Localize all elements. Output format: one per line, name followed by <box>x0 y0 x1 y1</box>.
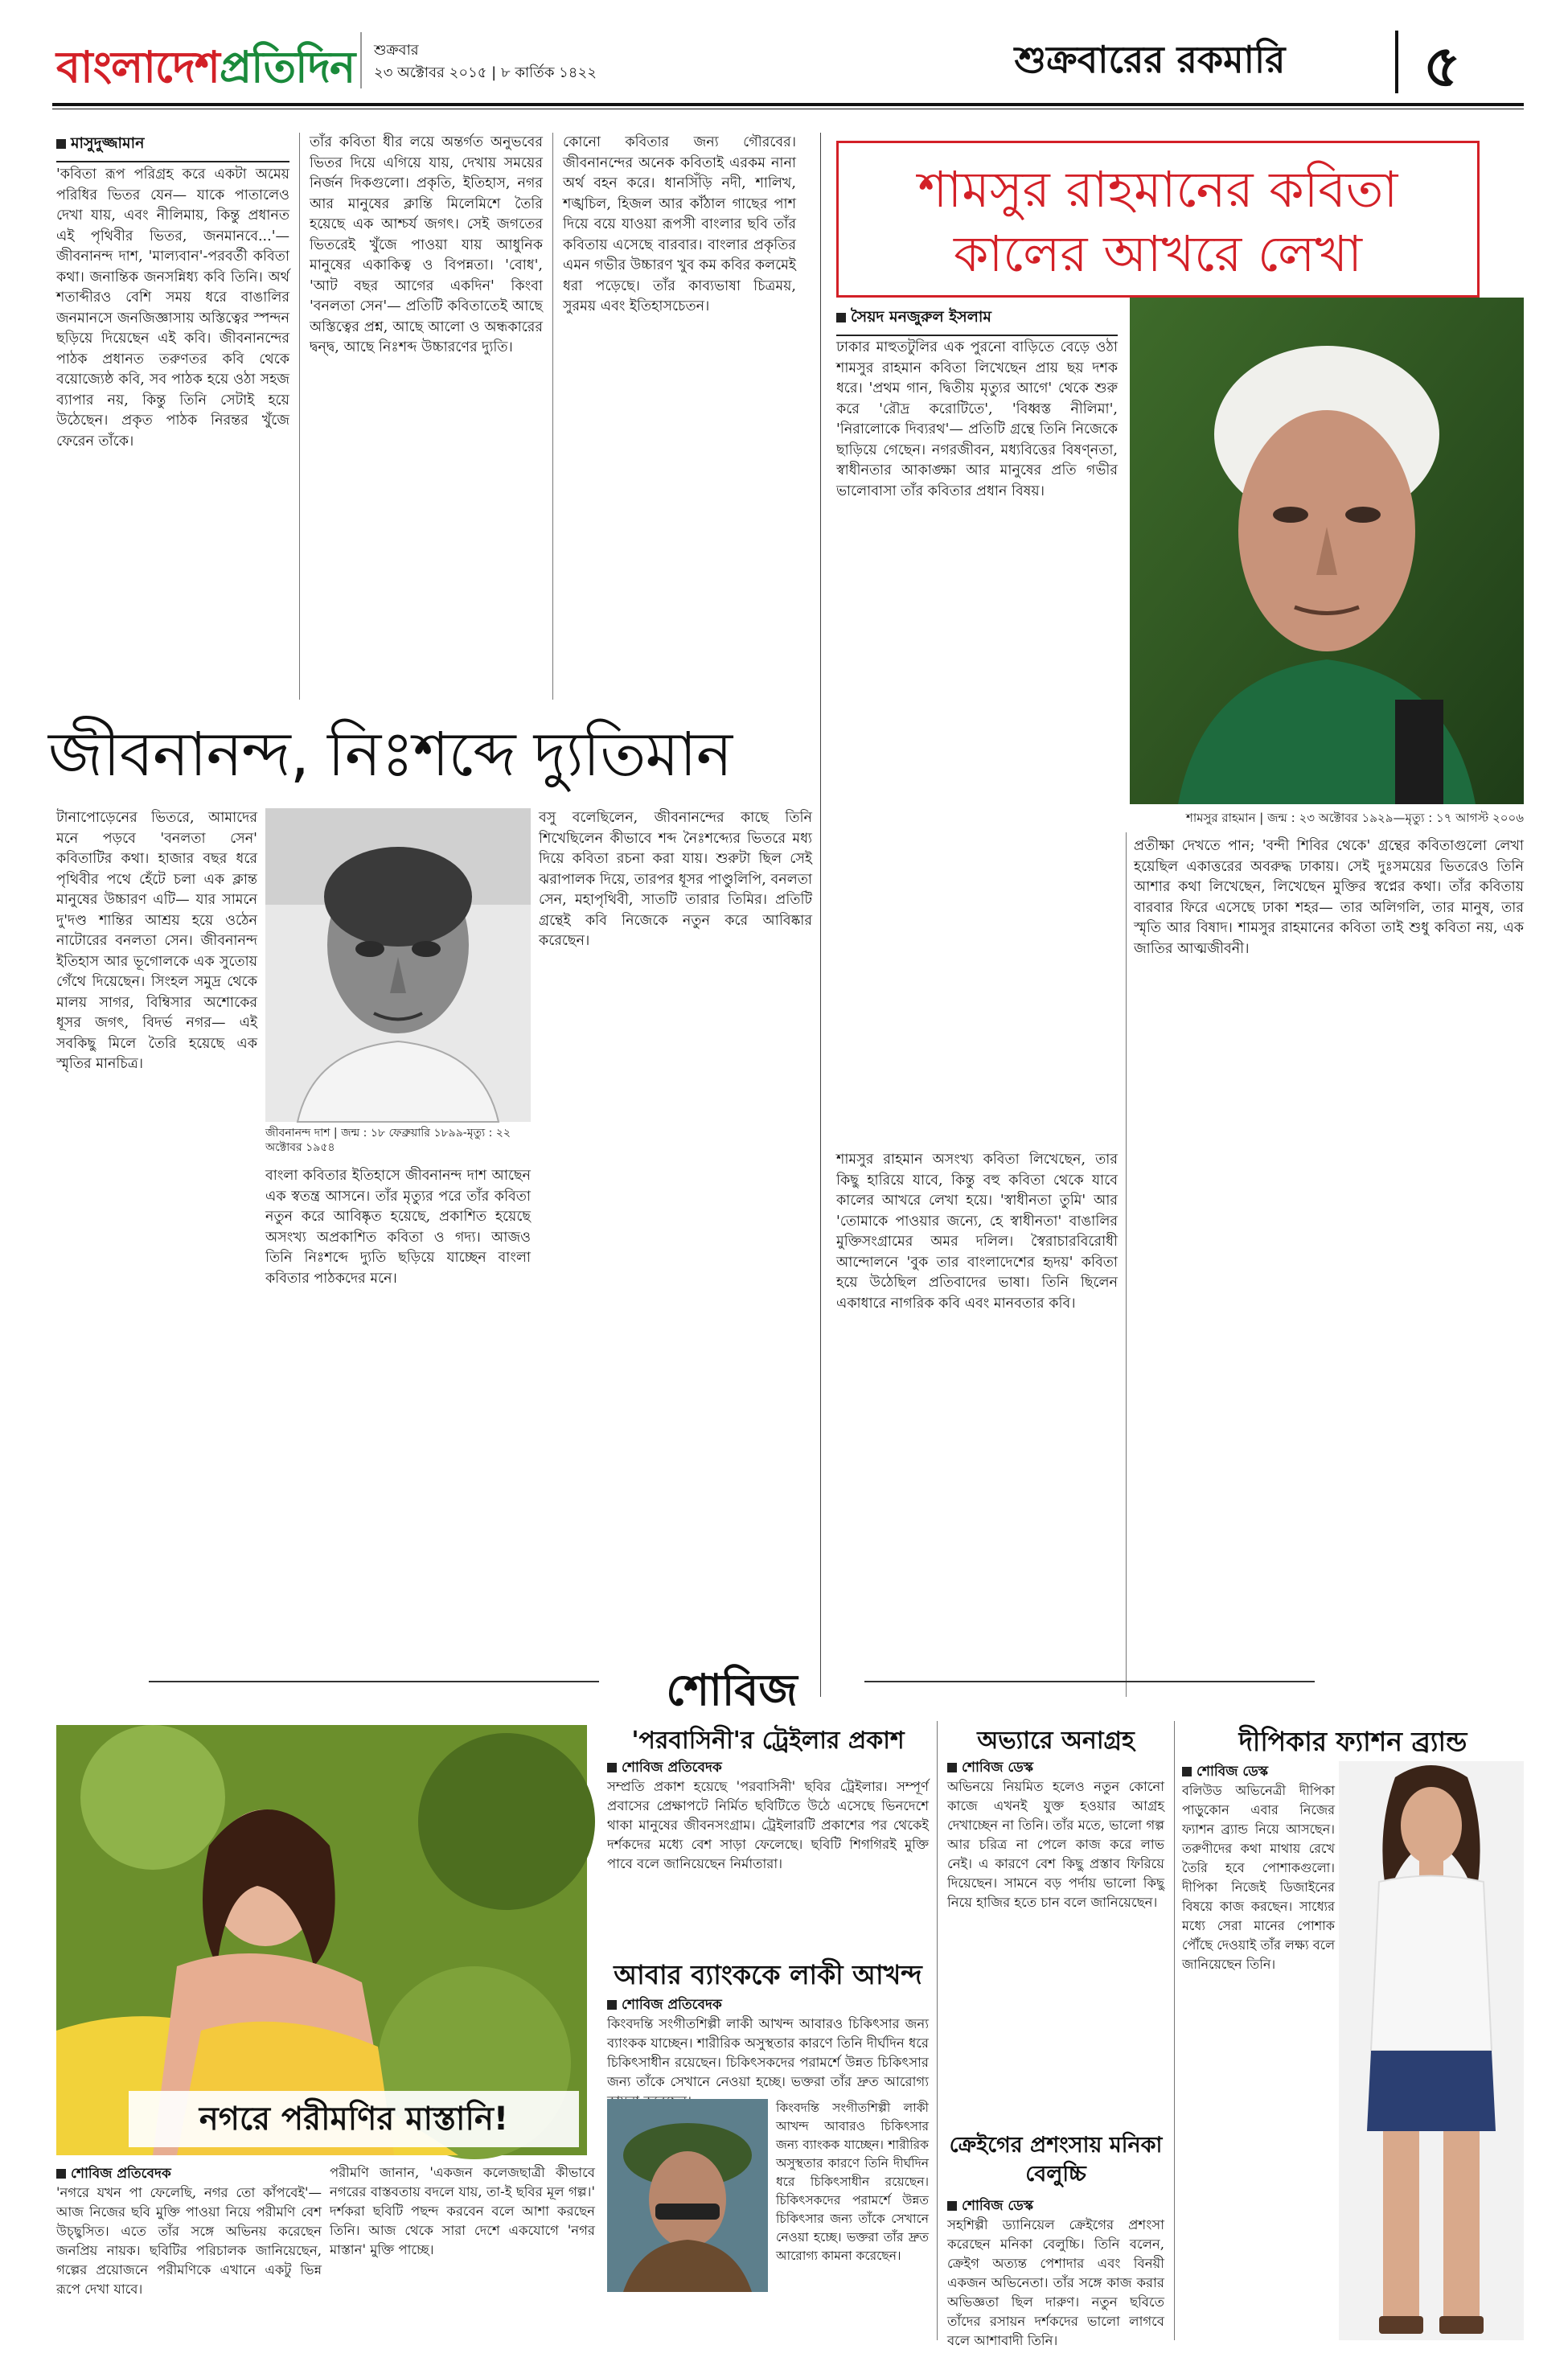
deepika-photo <box>1339 1761 1524 2340</box>
trailer-headline: 'পরবাসিনী'র ট্রেইলার প্রকাশ <box>631 1727 905 1755</box>
jibanananda-col2: তাঁর কবিতা ধীর লয়ে অন্তর্গত অনুভবের ভিতর দিয়ে এগিয়ে যায়, দেখায় সময়ের নির্জন দিকগুলো। প্রকৃতি, ইতিহাস, নগর আর মানুষের ক্লান্তি মিলেমিশে তৈরি হয়েছে এক আশ্চর্য জগৎ। সেই জগতের ভিতরেই খুঁজে পাওয়া যায় আধুনিক মানুষের একাকিত্ব ও বিপন্নতা। 'বোধ', 'আট বছর আগের একদিন' কিংবা 'বনলতা সেন'— প্রতিটি কবিতাতেই আছে অস্তিত্বের প্রশ্ন, আছে আলো ও অন্ধকারের দ্বন্দ্ব, আছে নিঃশব্দ উচ্চারণের দ্যুতি। <box>310 134 543 355</box>
jibanananda-col3: কোনো কবিতার জন্য গৌরবের। জীবনানন্দের অনেক কবিতাই এরকম নানা অর্থ বহন করে। ধানসিঁড়ি নদী, শালিখ, শঙ্খচিল, হিজল আর কাঁঠাল গাছের পাশ দিয়ে বয়ে যাওয়া রূপসী বাংলার ছবি তাঁর কবিতায় এসেছে বারবার। বাংলার প্রকৃতির এমন গভীর উচ্চারণ খুব কম কবির কলমেই ধরা পড়েছে। তাঁর কাব্যভাষা চিত্রময়, সুরময় এবং ইতিহাসচেতন। <box>563 134 796 314</box>
jibanananda-portrait <box>265 808 531 1122</box>
jibanananda-col1: 'কবিতা রূপ পরিগ্রহ করে একটা অমেয় পরিধির ভিতর যেন— যাকে পাতালেও দেখা যায়, এবং নীলিমায়, কিন্তু প্রধানত এই পৃথিবীর ভিতর, জনমানবে...'— জীবনানন্দ দাশ, 'মাল্যবান'-পরবর্তী কবিতা কথা। জনান্তিক জনসন্নিধ্য কবি তিনি। অর্থ শতাব্দীরও বেশি সময় ধরে বাঙালির জনমানসে জনজিজ্ঞাসায় অস্তিত্বের স্পন্দন ছড়িয়ে দিয়েছেন এই কবি। জীবনানন্দের পাঠক প্রধানত তরুণতর কবি থেকে বয়োজ্যেষ্ঠ কবি, সব পাঠক হয়ে ওঠা সহজ ব্যাপার নয়, কিন্তু তিনি সেটাই হয়ে উঠেছেন। প্রকৃত পাঠক নিরন্তর খুঁজে ফেরেন তাঁকে। <box>56 166 289 450</box>
monica-body: সহশিল্পী ড্যানিয়েল ক্রেইগের প্রশংসা করেছেন মনিকা বেলুচ্চি। তিনি বলেন, ক্রেইগ অত্যন্ত পেশাদার এবং বিনয়ী একজন অভিনেতা। তাঁর সঙ্গে কাজ করার অভিজ্ঞতা ছিল দারুণ। নতুন ছবিতে তাঁদের রসায়ন দর্শকদের ভালো লাগবে বলে আশাবাদী তিনি। <box>947 2217 1164 2348</box>
shamsur-headline-line2: কালের আখরে লেখা <box>953 224 1363 283</box>
jibanananda-body-mid: বসু বলেছিলেন, জীবনানন্দের কাছে তিনি শিখেছিলেন কীভাবে শব্দ নৈঃশব্দ্যের ভিতরে মধ্য দিয়ে কবিতা রচনা করা যায়। শুরুটা ছিল সেই ঝরাপালক দিয়ে, তারপর ধূসর পাণ্ডুলিপি, বনলতা সেন, মহাপৃথিবী, সাতটি তারার তিমির। প্রতিটি গ্রন্থেই কবি নিজেকে নতুন করে আবিষ্কার করেছেন। <box>539 810 812 949</box>
masthead-date: ২৩ অক্টোবর ২০১৫ | ৮ কার্তিক ১৪২২ <box>374 64 597 81</box>
masthead-day: শুক্রবার <box>374 42 419 59</box>
porimoni-body2: পরীমণি জানান, 'একজন কলেজছাত্রী কীভাবে নগরের বাস্তবতায় বদলে যায়, তা-ই ছবির মূল গল্প।' দর্শকরা ছবিটি পছন্দ করবেন বলে আশা করছেন তিনি। আজ থেকে সারা দেশে একযোগে 'নগর মাস্তান' মুক্তি পাচ্ছে। <box>330 2165 595 2257</box>
logo-part1: বাংলাদেশ <box>56 42 220 92</box>
porimoni-byline: শোবিজ প্রতিবেদক <box>56 2163 322 2186</box>
jibanananda-body-left: টানাপোড়েনের ভিতরে, আমাদের মনে পড়বে 'বনলতা সেন' কবিতাটির কথা। হাজার বছর ধরে পৃথিবীর পথে হেঁটে চলা এক ক্লান্ত মানুষের উচ্চারণ এটি— যার সামনে দু'দণ্ড শান্তির আশ্রয় হয়ে ওঠেন নাটোরের বনলতা সেন। জীবনানন্দ ইতিহাস আর ভূগোলকে এক সুতোয় গেঁথে দিয়েছেন। সিংহল সমুদ্র থেকে মালয় সাগর, বিম্বিসার অশোকের ধূসর জগৎ, বিদর্ভ নগর— এই সবকিছু মিলে তৈরি হয়েছে এক স্মৃতির মানচিত্র। <box>56 810 257 1072</box>
showbiz-rule-left <box>149 1681 599 1682</box>
jibanananda-author: মাসুদুজ্জামান <box>56 132 289 162</box>
masthead-logo[interactable] <box>56 34 355 106</box>
lucky-headline: আবার ব্যাংককে লাকী আখন্দ <box>614 1959 922 1990</box>
lucky-byline: শোবিজ প্রতিবেদক <box>607 1994 929 2017</box>
deepika-byline: শোবিজ ডেস্ক <box>1182 1761 1335 1784</box>
shamsur-photo-caption: শামসুর রাহমান | জন্ম : ২৩ অক্টোবর ১৯২৯—মৃত্যু : ১৭ আগস্ট ২০০৬ <box>1185 811 1524 825</box>
deepika-headline: দীপিকার ফ্যাশন ব্র্যান্ড <box>1238 1726 1467 1757</box>
porimoni-headline: নগরে পরীমণির মাস্তানি! <box>129 2091 579 2147</box>
jibanananda-photo-caption: জীবনানন্দ দাশ | জন্ম : ১৮ ফেব্রুয়ারি ১৮৯৯-মৃত্যু : ২২ অক্টোবর ১৯৫৪ <box>265 1127 511 1154</box>
trailer-byline: শোবিজ প্রতিবেদক <box>607 1757 929 1780</box>
shamsur-col-right: প্রতীক্ষা দেখতে পান; 'বন্দী শিবির থেকে' গ্রন্থের কবিতাগুলো লেখা হয়েছিল একাত্তরের অবরুদ্ধ ঢাকায়। সেই দুঃসময়ের ভিতরেও তিনি আশার কথা লিখেছেন, লিখেছেন মুক্তির স্বপ্নের কথা। তাঁর কবিতায় বারবার ফিরে এসেছে ঢাকা শহর— তার অলিগলি, তার মানুষ, তার স্মৃতি আর বিষাদ। শামসুর রাহমানের কবিতা তাই শুধু কবিতা নয়, এক জাতির আত্মজীবনী। <box>1134 838 1524 957</box>
shamsur-headline-line1: শামসুর রাহমানের কবিতা <box>917 160 1398 219</box>
masthead <box>0 0 1568 129</box>
monica-headline: ক্রেইগের প্রশংসায় মনিকা বেলুচ্চি <box>949 2133 1163 2187</box>
jibanananda-body-right: বাংলা কবিতার ইতিহাসে জীবনানন্দ দাশ আছেন এক স্বতন্ত্র আসনে। তাঁর মৃত্যুর পরে তাঁর কবিতা নতুন করে আবিষ্কৃত হয়েছে, প্রকাশিত হয়েছে অসংখ্য অপ্রকাশিত কবিতা ও গদ্য। আজও তিনি নিঃশব্দে দ্যুতি ছড়িয়ে যাচ্ছেন বাংলা কবিতার পাঠকদের মনে। <box>265 1168 531 1287</box>
showbiz-rule-right <box>864 1681 1315 1682</box>
lucky-body: কিংবদন্তি সংগীতশিল্পী লাকী আখন্দ আবারও চিকিৎসার জন্য ব্যাংকক যাচ্ছেন। শারীরিক অসুস্থতার কারণে তিনি দীর্ঘদিন ধরে চিকিৎসাধীন রয়েছেন। চিকিৎসকদের পরামর্শে উন্নত চিকিৎসার জন্য তাঁকে সেখানে নেওয়া হচ্ছে। ভক্তরা তাঁর দ্রুত আরোগ্য <box>607 2016 929 2089</box>
shamsur-author: সৈয়দ মনজুরুল ইসলাম <box>836 306 1118 336</box>
porimoni-body1: 'নগরে যখন পা ফেলেছি, নগর তো কাঁপবেই'— আজ নিজের ছবি মুক্তি পাওয়া নিয়ে পরীমণি বেশ উচ্ছ্বসিত। এতে তাঁর সঙ্গে অভিনয় করেছেন জনপ্রিয় নায়ক। ছবিটির পরিচালক জানিয়েছেন, গল্পের প্রয়োজনে পরীমণিকে এখানে একটু ভিন্ন রূপে দেখা যাবে। <box>56 2185 322 2297</box>
agroho-byline: শোবিজ ডেস্ক <box>947 1757 1164 1780</box>
agroho-headline: অভ্যারে অনাগ্রহ <box>977 1727 1135 1755</box>
lucky-body-cont: কিংবদন্তি সংগীতশিল্পী লাকী আখন্দ আবারও চিকিৎসার জন্য ব্যাংকক যাচ্ছেন। শারীরিক অসুস্থতার কারণে তিনি দীর্ঘদিন ধরে চিকিৎসাধীন রয়েছেন। চিকিৎসকদের পরামর্শে উন্নত চিকিৎসার জন্য তাঁকে সেখানে নেওয়া হচ্ছে। ভক্তরা তাঁর দ্রুত আরোগ্য কামনা করেছেন। <box>776 2101 929 2263</box>
page-number: ৫ <box>1423 32 1461 100</box>
lucky-photo <box>607 2099 768 2292</box>
trailer-body: সম্প্রতি প্রকাশ হয়েছে 'পরবাসিনী' ছবির ট্রেইলার। সম্পূর্ণ প্রবাসের প্রেক্ষাপটে নির্মিত ছবিটিতে উঠে এসেছে ভিনদেশে থাকা মানুষের জীবনসংগ্রাম। ট্রেইলারটি প্রকাশের পর থেকেই দর্শকদের মধ্যে বেশ সাড়া ফেলেছে। ছবিটি শিগগিরই মুক্তি পাবে বলে জানিয়েছেন নির্মাতারা। <box>607 1779 929 1871</box>
jibanananda-headline: জীবনানন্দ, নিঃশব্দে দ্যুতিমান <box>48 718 733 790</box>
shamsur-portrait <box>1130 298 1524 804</box>
shamsur-col-left: ঢাকার মাহুতটুলির এক পুরনো বাড়িতে বেড়ে ওঠা শামসুর রাহমান কবিতা লিখেছেন প্রায় ছয় দশক ধরে। 'প্রথম গান, দ্বিতীয় মৃত্যুর আগে' থেকে শুরু করে 'রৌদ্র করোটিতে', 'বিধ্বস্ত নীলিমা', 'নিরালোকে দিব্যরথ'— প্রতিটি গ্রন্থে তিনি নিজেকে ছাড়িয়ে গেছেন। নগরজীবন, মধ্যবিত্তের বিষণ্নতা, স্বাধীনতার আকাঙ্ক্ষা আর মানুষের প্রতি গভীর ভালোবাসা তাঁর কবিতার প্রধান বিষয়। <box>836 339 1118 499</box>
showbiz-section-title: শোবিজ <box>666 1665 798 1715</box>
deepika-body: বলিউড অভিনেত্রী দীপিকা পাড়ুকোন এবার নিজের ফ্যাশন ব্র্যান্ড নিয়ে আসছেন। তরুণীদের কথা মাথায় রেখে তৈরি হবে পোশাকগুলো। দীপিকা নিজেই ডিজাইনের বিষয়ে কাজ করছেন। সাধ্যের মধ্যে সেরা মানের পোশাক পৌঁছে দেওয়াই তাঁর লক্ষ্য বলে জানিয়েছেন তিনি। <box>1182 1783 1335 1972</box>
shamsur-headline-box <box>836 141 1480 298</box>
logo-part2: প্রতিদিন <box>219 42 355 92</box>
shamsur-col-left2: শামসুর রাহমান অসংখ্য কবিতা লিখেছেন, তার কিছু হারিয়ে যাবে, কিন্তু বহু কবিতা থেকে যাবে কালের আখরে লেখা হয়ে। 'স্বাধীনতা তুমি' আর 'তোমাকে পাওয়ার জন্যে, হে স্বাধীনতা' বাঙালির মুক্তিসংগ্রামের অমর দলিল। স্বৈরাচারবিরোধী আন্দোলনে 'বুক তার বাংলাদেশের হৃদয়' কবিতা হয়ে উঠেছিল প্রতিবাদের ভাষা। তিনি ছিলেন একাধারে নাগরিক কবি এবং মানবতার কবি। <box>836 1152 1118 1312</box>
monica-byline: শোবিজ ডেস্ক <box>947 2195 1164 2218</box>
section-title: শুক্রবারের রকমারি <box>1014 38 1286 81</box>
agroho-body: অভিনয়ে নিয়মিত হলেও নতুন কোনো কাজে এখনই যুক্ত হওয়ার আগ্রহ দেখাচ্ছেন না তিনি। তাঁর মতে, ভালো গল্প আর চরিত্র না পেলে কাজ করে লাভ নেই। এ কারণে বেশ কিছু প্রস্তাব ফিরিয়ে দিয়েছেন। সামনে বড় পর্দায় ভালো কিছু নিয়ে হাজির হতে চান বলে জানিয়েছেন। <box>947 1779 1164 1910</box>
